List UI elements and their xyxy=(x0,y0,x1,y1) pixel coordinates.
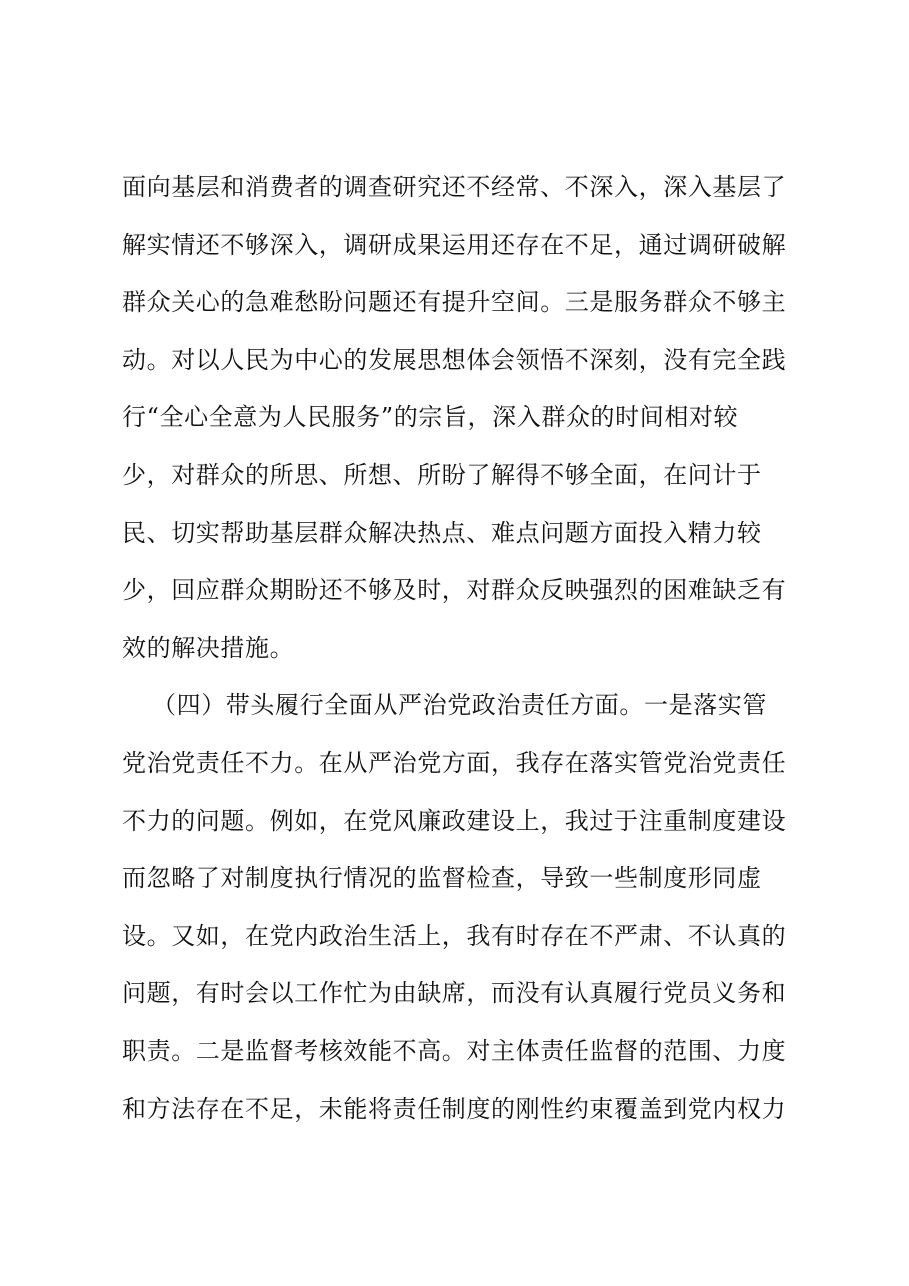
text-line: 解实情还不够深入，调研成果运用还存在不足，通过调研破解 xyxy=(122,230,787,259)
text-line: 问题，有时会以工作忙为由缺席，而没有认真履行党员义务和 xyxy=(122,979,787,1008)
text-line: 设。又如，在党内政治生活上，我有时存在不严肃、不认真的 xyxy=(122,921,787,950)
text-line: 职责。二是监督考核效能不高。对主体责任监督的范围、力度 xyxy=(122,1036,787,1065)
text-line: 民、切实帮助基层群众解决热点、难点问题方面投入精力较 xyxy=(122,518,762,547)
text-line: 效的解决措施。 xyxy=(122,633,295,662)
text-line: 行“全心全意为人民服务”的宗旨，深入群众的时间相对较 xyxy=(122,403,739,432)
text-line: 面向基层和消费者的调查研究还不经常、不深入，深入基层了 xyxy=(122,173,787,201)
text-line: 动。对以人民为中心的发展思想体会领悟不深刻，没有完全践 xyxy=(122,345,787,374)
text-line: 而忽略了对制度执行情况的监督检查，导致一些制度形同虚 xyxy=(122,864,762,893)
text-line: 群众关心的急难愁盼问题还有提升空间。三是服务群众不够主 xyxy=(122,288,787,317)
text-line: 少，对群众的所思、所想、所盼了解得不够全面，在问计于 xyxy=(122,460,762,489)
text-line: 党治党责任不力。在从严治党方面，我存在落实管党治党责任 xyxy=(122,748,787,777)
text-line: 和方法存在不足，未能将责任制度的刚性约束覆盖到党内权力 xyxy=(122,1094,787,1123)
section-heading-line: （四）带头履行全面从严治党政治责任方面。一是落实管 xyxy=(152,691,767,720)
body-text xyxy=(122,159,792,1138)
text-line: 不力的问题。例如，在党风廉政建设上，我过于注重制度建设 xyxy=(122,806,787,835)
text-line: 少，回应群众期盼还不够及时，对群众反映强烈的困难缺乏有 xyxy=(122,576,787,605)
